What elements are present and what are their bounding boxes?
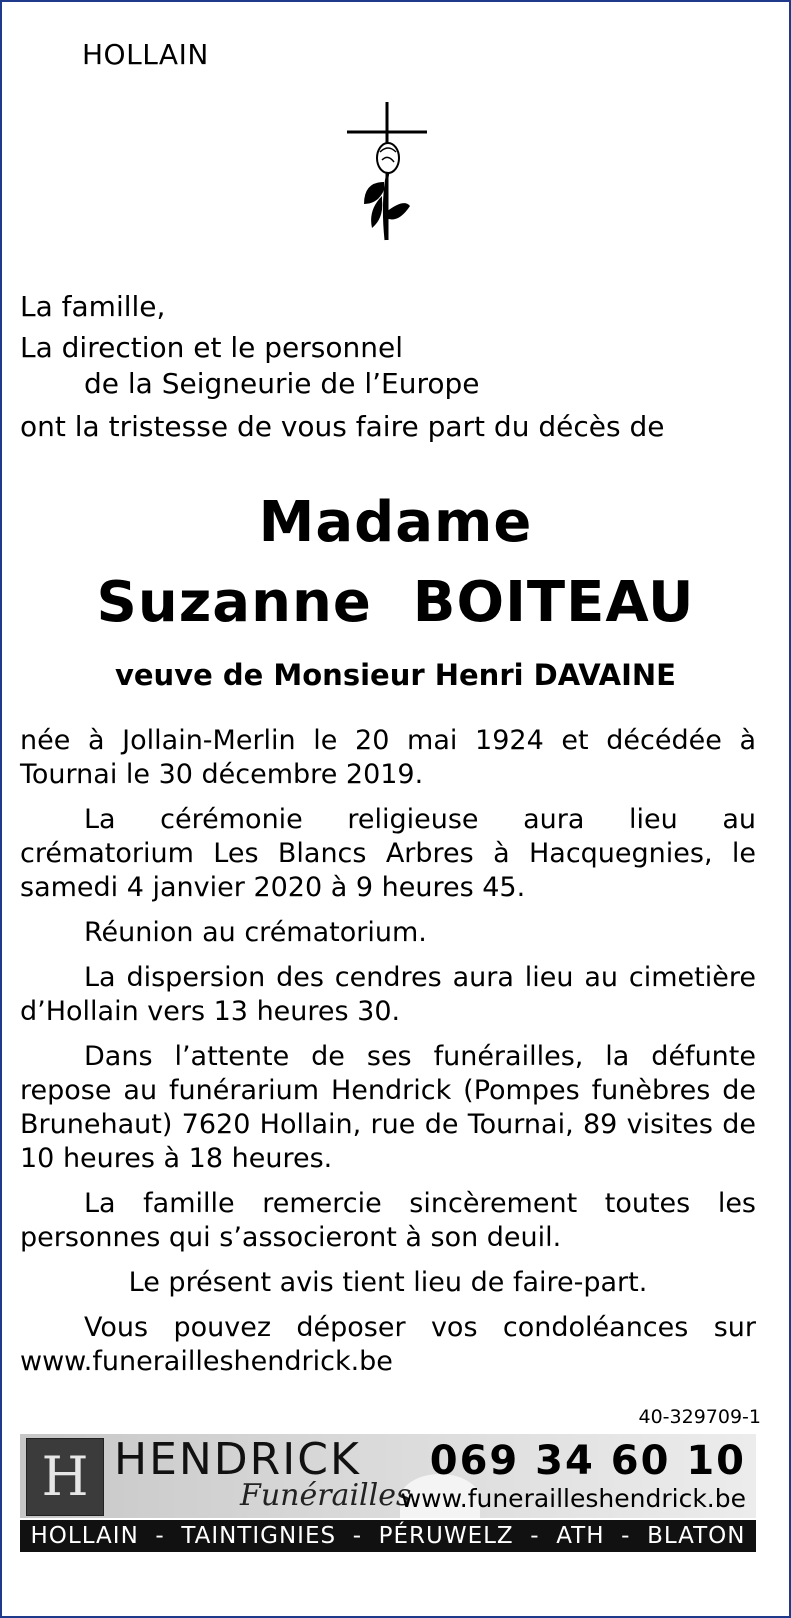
intro-line-seigneurie: de la Seigneurie de l’Europe [84, 367, 480, 400]
intro-line-announcement: ont la tristesse de vous faire part du décès de [20, 410, 665, 443]
thanks-paragraph: La famille remercie sincèrement toutes les personnes qui s’associeront à son deuil. [20, 1188, 756, 1253]
deceased-widow-of: veuve de Monsieur Henri DAVAINE [114, 658, 676, 692]
phone-number: 069 34 60 10 [429, 1438, 746, 1484]
condolences-paragraph: Vous pouvez déposer vos condoléances sur www.funerailleshendrick.be [20, 1312, 756, 1377]
intro-line-family: La famille, [20, 290, 166, 323]
birth-death-paragraph: née à Jollain-Merlin le 20 mai 1924 et décédée à Tournai le 30 décembre 2019. [20, 725, 756, 790]
brand-tagline: Funérailles [240, 1478, 412, 1513]
deceased-title: Madame [258, 490, 533, 555]
ashes-paragraph: La dispersion des cendres aura lieu au cimetière d’Hollain vers 13 heures 30. [20, 962, 756, 1027]
intro-text [20, 284, 664, 450]
funeral-home-banner [20, 1434, 756, 1518]
reference-number: 40-329709-1 [638, 1406, 761, 1428]
locations-strip: HOLLAIN - TAINTIGNIES - PÉRUWELZ - ATH - BLATON [20, 1520, 756, 1552]
deceased-name: Suzanne BOITEAU [96, 570, 695, 635]
ceremony-paragraph: La cérémonie religieuse aura lieu au crématorium Les Blancs Arbres à Hacquegnies, le samedi 4 janvier 2020 à 9 heures 45. [20, 804, 756, 903]
intro-line-direction: La direction et le personnel [20, 331, 404, 364]
logo-letter: H [41, 1445, 89, 1508]
town-heading: HOLLAIN [82, 38, 209, 71]
faire-part-paragraph: Le présent avis tient lieu de faire-part. [128, 1267, 648, 1298]
reunion-paragraph: Réunion au crématorium. [84, 917, 427, 948]
cross-with-rose-icon [342, 100, 432, 250]
hendrick-logo-icon [26, 1438, 104, 1516]
notice-body [20, 724, 756, 1390]
brand-name: HENDRICK [114, 1434, 361, 1485]
funerarium-paragraph: Dans l’attente de ses funérailles, la défunte repose au funérarium Hendrick (Pompes funèbres de Brunehaut) 7620 Hollain, rue de Tournai, 89 visites de 10 heures à 18 heures. [20, 1041, 756, 1174]
website-link[interactable]: www.funerailleshendrick.be [400, 1484, 746, 1513]
